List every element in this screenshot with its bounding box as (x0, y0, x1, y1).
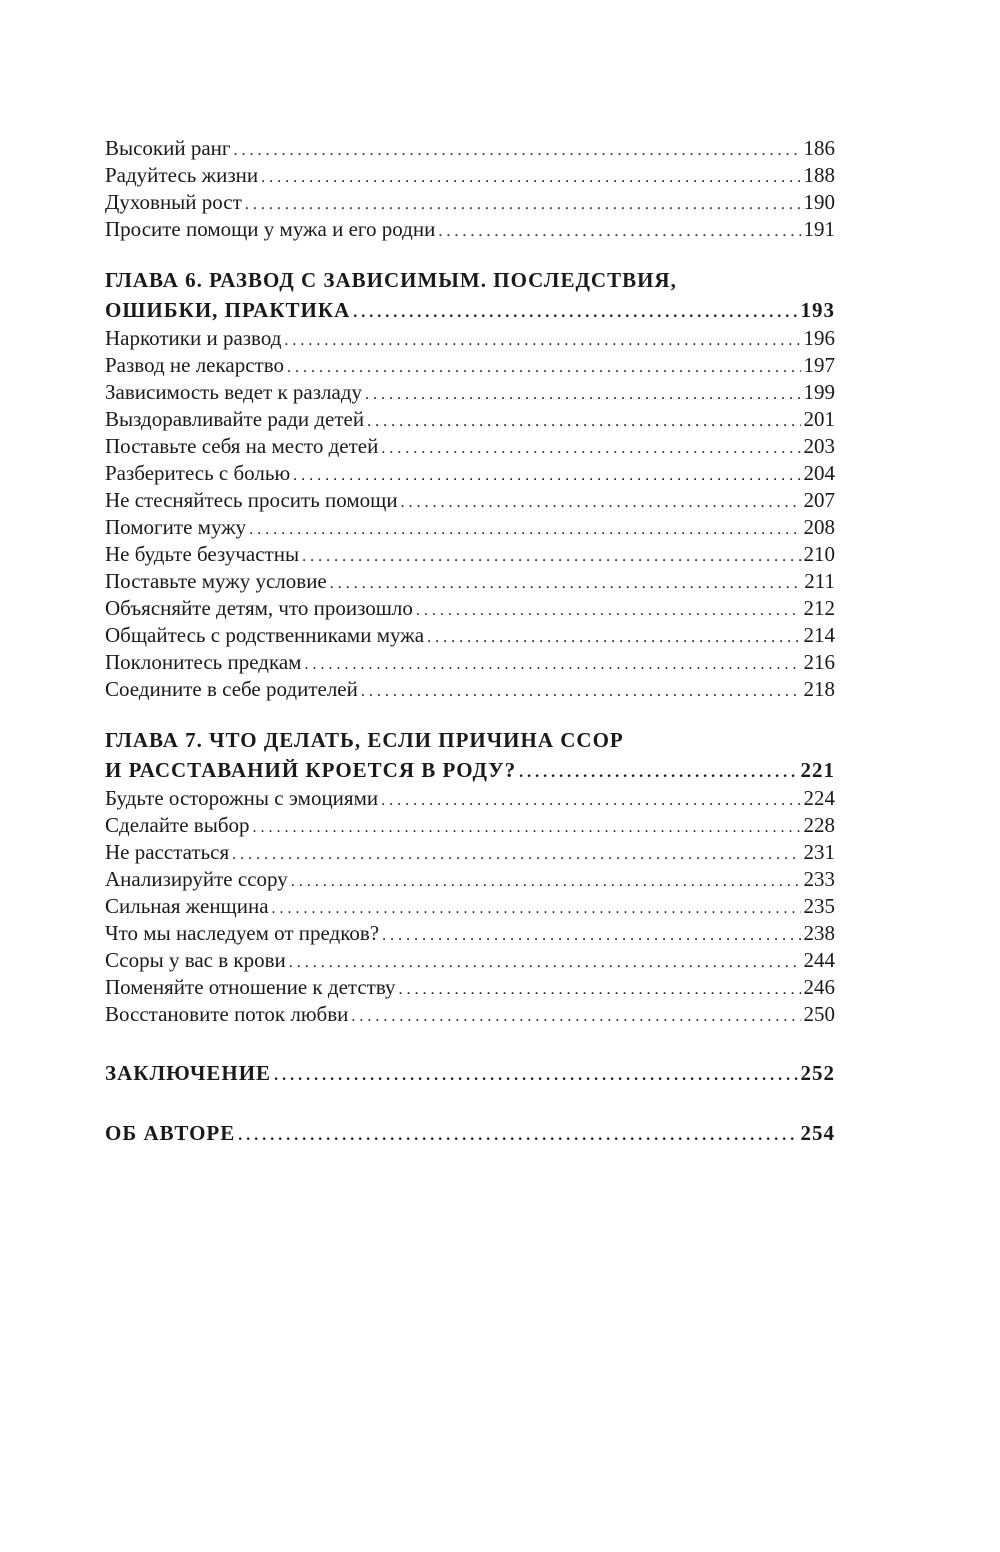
dot-leader (302, 541, 800, 570)
entry-title: Ссоры у вас в крови (105, 948, 286, 972)
toc-entry-about-author[interactable] (105, 1118, 835, 1148)
entry-title: ОБ АВТОРЕ (105, 1121, 236, 1145)
dot-leader (519, 755, 797, 788)
entry-title: Радуйтесь жизни (105, 163, 259, 187)
entry-page-number: 216 (803, 650, 835, 674)
dot-leader (234, 135, 801, 164)
entry-page-number: 210 (803, 542, 835, 566)
dot-leader (399, 974, 801, 1003)
entry-page-number: 218 (803, 677, 835, 701)
entry-title: Наркотики и развод (105, 326, 282, 350)
dot-leader (232, 839, 800, 868)
toc-entry[interactable] (105, 812, 835, 839)
dot-leader (351, 1001, 800, 1030)
toc-entry[interactable] (105, 568, 835, 595)
chapter-7 (105, 725, 835, 1028)
dot-leader (289, 947, 801, 976)
entry-title: Не будьте безучастны (105, 542, 300, 566)
chapter-page-number: 221 (800, 758, 835, 782)
entry-page-number: 201 (803, 407, 835, 431)
chapter-heading-line: И РАССТАВАНИЙ КРОЕТСЯ В РОДУ? (105, 758, 517, 782)
entry-title: Духовный рост (105, 190, 242, 214)
toc-entry[interactable] (105, 162, 835, 189)
entry-page-number: 207 (803, 488, 835, 512)
toc-entry[interactable] (105, 676, 835, 703)
toc-entry[interactable] (105, 893, 835, 920)
entry-title: Не расстаться (105, 840, 230, 864)
table-of-contents (105, 135, 835, 1148)
chapter-page-number: 193 (800, 298, 835, 322)
toc-entry[interactable] (105, 352, 835, 379)
entry-title: Поменяйте отношение к детству (105, 975, 396, 999)
toc-entry[interactable] (105, 974, 835, 1001)
toc-entry[interactable] (105, 406, 835, 433)
dot-leader (293, 460, 800, 489)
dot-leader (274, 1058, 797, 1091)
entry-title: Анализируйте ссору (105, 867, 288, 891)
toc-entry[interactable] (105, 487, 835, 514)
dot-leader (304, 649, 800, 678)
entry-title: Не стесняйтесь просить помощи (105, 488, 398, 512)
entry-page-number: 190 (803, 190, 835, 214)
entry-title: Будьте осторожны с эмоциями (105, 786, 379, 810)
entry-title: Общайтесь с родственниками мужа (105, 623, 425, 647)
entry-title: Выздоравливайте ради детей (105, 407, 365, 431)
entry-page-number: 212 (803, 596, 835, 620)
entry-page-number: 252 (800, 1061, 835, 1085)
chapter-heading-line[interactable]: ГЛАВА 6. РАЗВОД С ЗАВИСИМЫМ. ПОСЛЕДСТВИЯ, (105, 268, 677, 292)
entry-title: Соедините в себе родителей (105, 677, 358, 701)
chapter-heading-row[interactable] (105, 755, 835, 785)
entry-page-number: 238 (803, 921, 835, 945)
entry-page-number: 211 (804, 569, 835, 593)
toc-entry[interactable] (105, 541, 835, 568)
entry-title: Что мы наследуем от предков? (105, 921, 380, 945)
entry-title: Сильная женщина (105, 894, 269, 918)
entry-title: Сделайте выбор (105, 813, 250, 837)
toc-entry[interactable] (105, 433, 835, 460)
entry-page-number: 196 (803, 326, 835, 350)
dot-leader (361, 676, 801, 705)
entry-title: Помогите мужу (105, 515, 247, 539)
entry-page-number: 250 (803, 1002, 835, 1026)
entry-title: Зависимость ведет к разладу (105, 380, 363, 404)
entry-title: Поставьте мужу условие (105, 569, 327, 593)
dot-leader (382, 920, 800, 949)
dot-leader (249, 514, 800, 543)
entry-page-number: 233 (803, 867, 835, 891)
entry-title: Разберитесь с болью (105, 461, 291, 485)
entry-page-number: 235 (803, 894, 835, 918)
toc-entry[interactable] (105, 785, 835, 812)
toc-entry[interactable] (105, 947, 835, 974)
entry-page-number: 191 (803, 217, 835, 241)
dot-leader (253, 812, 801, 841)
entry-title: Объясняйте детям, что произошло (105, 596, 413, 620)
dot-leader (238, 1118, 797, 1151)
toc-entry-conclusion[interactable] (105, 1058, 835, 1088)
chapter-heading-line[interactable]: ГЛАВА 7. ЧТО ДЕЛАТЬ, ЕСЛИ ПРИЧИНА ССОР (105, 728, 624, 752)
toc-entry[interactable] (105, 379, 835, 406)
dot-leader (367, 406, 800, 435)
toc-entry[interactable] (105, 325, 835, 352)
dot-leader (272, 893, 801, 922)
entry-page-number: 197 (803, 353, 835, 377)
entry-page-number: 199 (803, 380, 835, 404)
dot-leader (353, 295, 797, 328)
entry-page-number: 188 (803, 163, 835, 187)
entry-page-number: 214 (803, 623, 835, 647)
dot-leader (261, 162, 800, 191)
entry-page-number: 244 (803, 948, 835, 972)
dot-leader (330, 568, 802, 597)
entry-title: Просите помощи у мужа и его родни (105, 217, 436, 241)
toc-entry[interactable] (105, 622, 835, 649)
toc-entry[interactable] (105, 135, 835, 162)
entry-title: Восстановите поток любви (105, 1002, 349, 1026)
entry-page-number: 224 (803, 786, 835, 810)
chapter-heading-line: ОШИБКИ, ПРАКТИКА (105, 298, 351, 322)
entry-title: Развод не лекарство (105, 353, 284, 377)
toc-entry[interactable] (105, 1001, 835, 1028)
entry-title: Поклонитесь предкам (105, 650, 302, 674)
toc-entry[interactable] (105, 649, 835, 676)
dot-leader (416, 595, 801, 624)
entry-page-number: 228 (803, 813, 835, 837)
dot-leader (381, 433, 800, 462)
dot-leader (284, 325, 800, 354)
entry-page-number: 208 (803, 515, 835, 539)
about-author-section (105, 1118, 835, 1148)
toc-entry[interactable] (105, 514, 835, 541)
entry-page-number: 203 (803, 434, 835, 458)
conclusion-section (105, 1058, 835, 1088)
entry-page-number: 254 (800, 1121, 835, 1145)
chapter-6 (105, 265, 835, 703)
entry-title: Высокий ранг (105, 136, 231, 160)
toc-entry[interactable] (105, 839, 835, 866)
toc-entry[interactable] (105, 460, 835, 487)
dot-leader (291, 866, 801, 895)
entry-page-number: 231 (803, 840, 835, 864)
chapter5-tail-entries (105, 135, 835, 243)
toc-entry[interactable] (105, 595, 835, 622)
dot-leader (245, 189, 801, 218)
entry-page-number: 246 (803, 975, 835, 999)
dot-leader (401, 487, 801, 516)
toc-entry[interactable] (105, 189, 835, 216)
chapter-heading-row[interactable] (105, 295, 835, 325)
dot-leader (287, 352, 801, 381)
entry-page-number: 204 (803, 461, 835, 485)
toc-entry[interactable] (105, 216, 835, 243)
entry-page-number: 186 (803, 136, 835, 160)
dot-leader (438, 216, 800, 245)
toc-entry[interactable] (105, 920, 835, 947)
entry-title: Поставьте себя на место детей (105, 434, 379, 458)
dot-leader (365, 379, 800, 408)
entry-title: ЗАКЛЮЧЕНИЕ (105, 1061, 272, 1085)
toc-entry[interactable] (105, 866, 835, 893)
dot-leader (427, 622, 800, 651)
dot-leader (381, 785, 800, 814)
